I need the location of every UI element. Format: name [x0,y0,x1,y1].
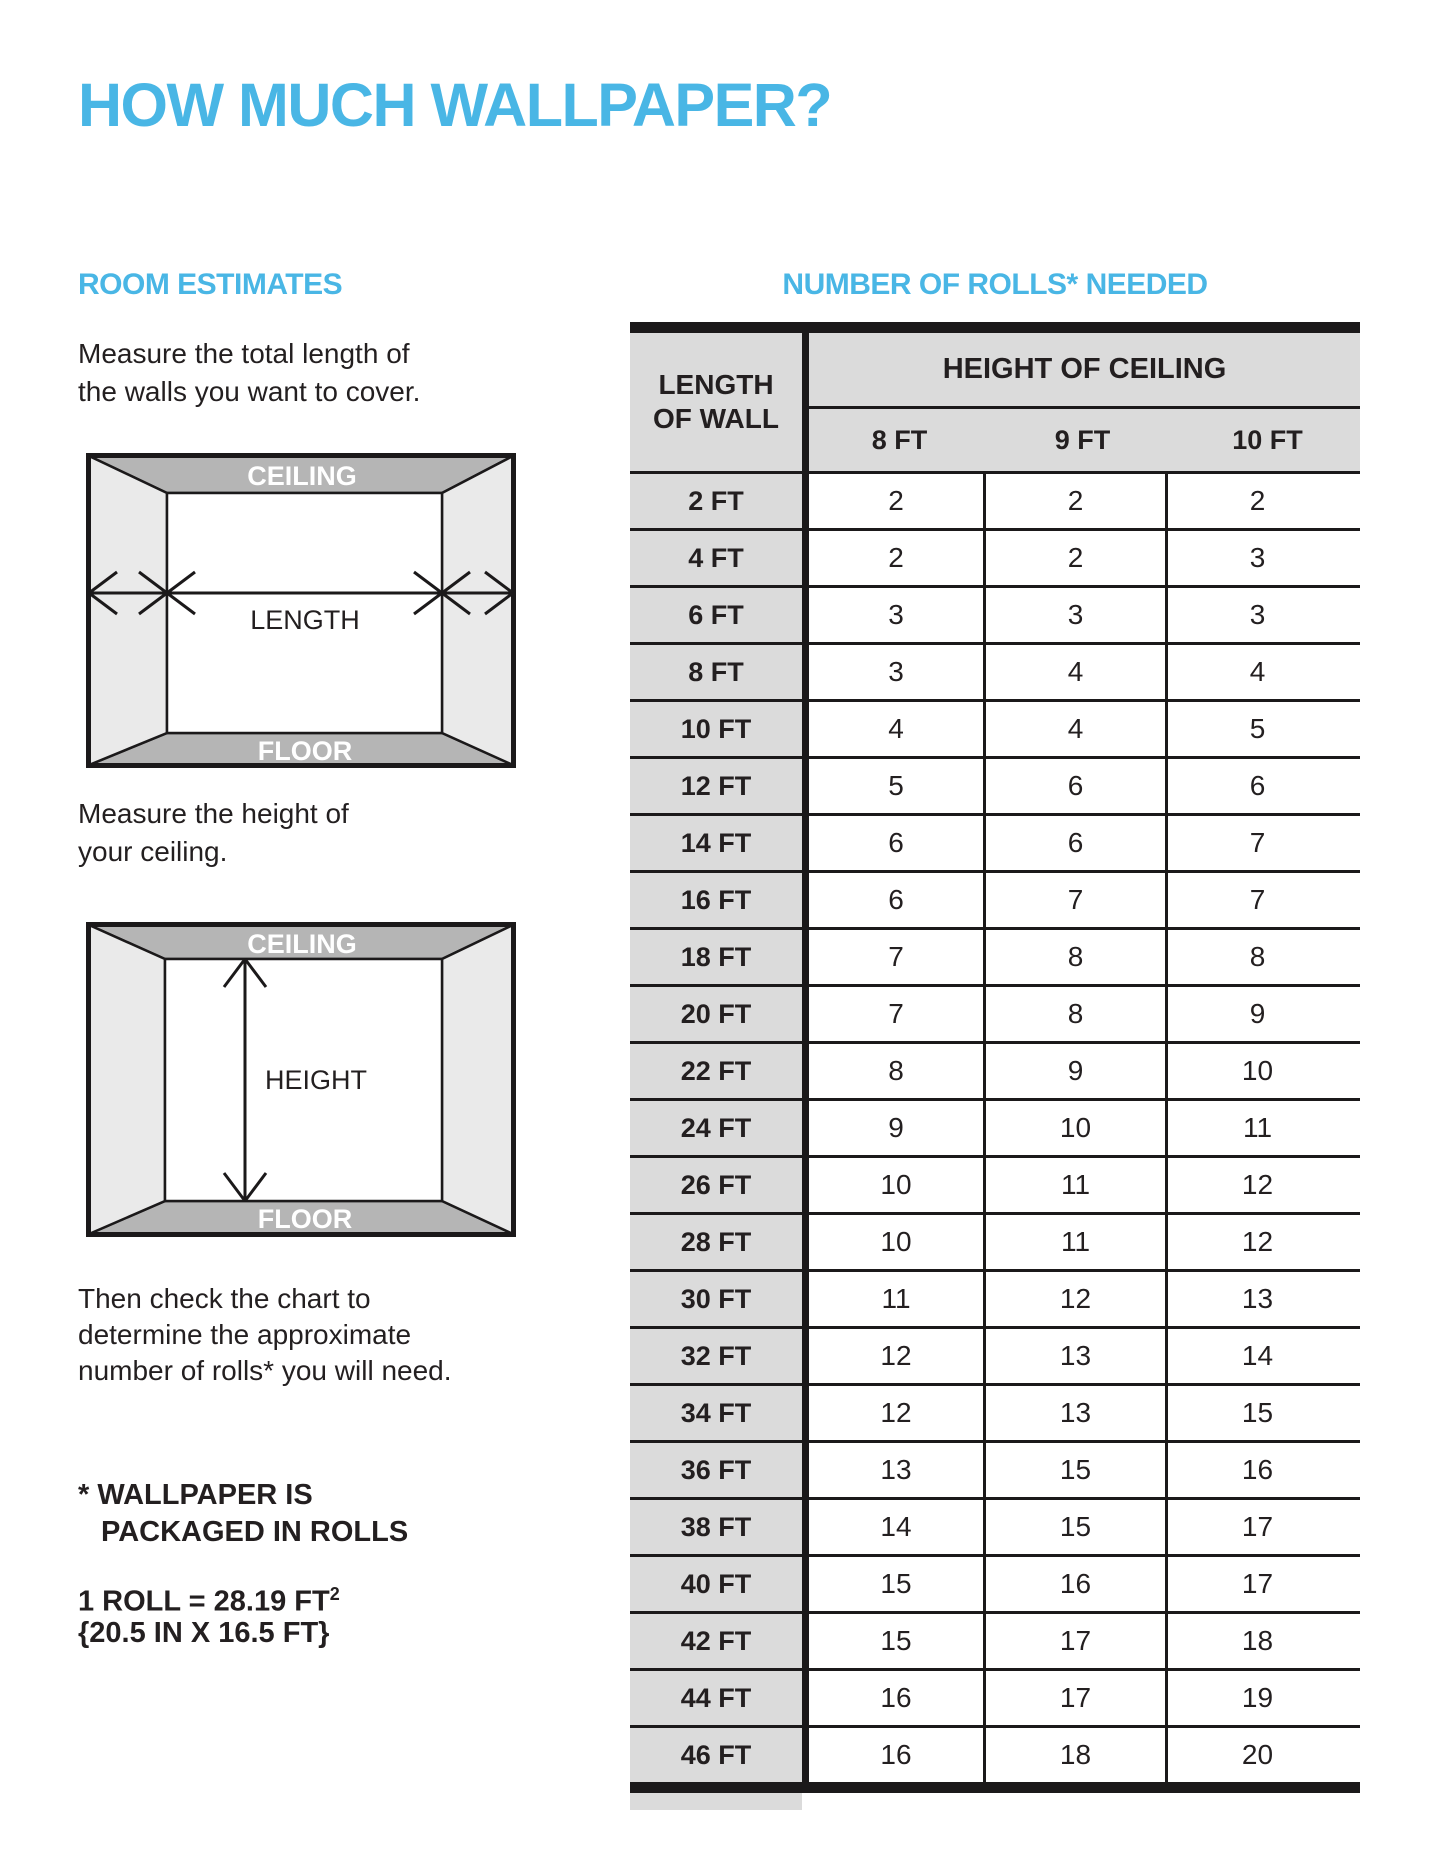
length-of-wall-header [630,333,802,471]
rolls-cell-9ft: 2 [983,474,1165,528]
wall-length-label: 36 FT [630,1443,802,1497]
column-header-8ft: 8 FT [871,424,928,455]
table-row [630,1725,1360,1782]
rolls-cell-9ft: 3 [983,588,1165,642]
room-length-diagram [86,453,516,768]
rolls-cell-8ft: 10 [802,1158,983,1212]
left-wall [89,456,167,765]
rolls-cell-9ft: 4 [983,645,1165,699]
rolls-cell-10ft: 12 [1165,1158,1347,1212]
table-row [630,927,1360,984]
ceiling-height-diagram [86,922,516,1237]
rolls-cell-8ft: 15 [802,1557,983,1611]
right-wall [442,456,513,765]
rolls-needed-table [630,322,1360,1810]
rolls-cell-9ft: 13 [983,1329,1165,1383]
wall-length-label: 38 FT [630,1500,802,1554]
rolls-cell-10ft: 17 [1165,1557,1347,1611]
table-row [630,870,1360,927]
rolls-cell-10ft: 3 [1165,531,1347,585]
ceiling-height-header-group [802,333,1360,471]
text-line: determine the approximate [78,1319,412,1350]
room-length-illustration [86,453,516,768]
table-row [630,756,1360,813]
text-line: Measure the height of [78,798,349,829]
rolls-cell-8ft: 9 [802,1101,983,1155]
rolls-cell-9ft: 10 [983,1101,1165,1155]
floor-label: FLOOR [257,736,353,766]
wall-length-label: 34 FT [630,1386,802,1440]
ceiling-label: CEILING [247,461,357,491]
rolls-cell-9ft: 7 [983,873,1165,927]
text-line: the walls you want to cover. [78,376,421,407]
table-row [630,813,1360,870]
table-row [630,1212,1360,1269]
wall-length-label: 42 FT [630,1614,802,1668]
rolls-cell-9ft: 8 [983,987,1165,1041]
table-row [630,984,1360,1041]
table-row [630,1611,1360,1668]
wall-length-label: 2 FT [630,474,802,528]
wall-length-label: 22 FT [630,1044,802,1098]
wall-length-label: 24 FT [630,1101,802,1155]
rolls-cell-10ft: 15 [1165,1386,1347,1440]
wall-length-label: 26 FT [630,1158,802,1212]
table-row [630,471,1360,528]
left-wall [89,925,165,1234]
rolls-cell-8ft: 16 [802,1728,983,1782]
rolls-cell-8ft: 10 [802,1215,983,1269]
rolls-cell-10ft: 3 [1165,588,1347,642]
rolls-cell-10ft: 5 [1165,702,1347,756]
rolls-cell-9ft: 13 [983,1386,1165,1440]
roll-area-text: 1 ROLL = 28.19 FT [78,1585,330,1618]
rolls-cell-9ft: 18 [983,1728,1165,1782]
rolls-cell-10ft: 12 [1165,1215,1347,1269]
rolls-cell-8ft: 7 [802,987,983,1041]
ceiling-label: CEILING [247,929,357,959]
table-body [630,471,1360,1782]
rolls-cell-10ft: 7 [1165,816,1347,870]
rolls-cell-9ft: 17 [983,1671,1165,1725]
instruction-measure-height [78,795,349,871]
table-row [630,699,1360,756]
table-row [630,528,1360,585]
roll-dimensions-spec: {20.5 IN X 16.5 FT} [78,1617,330,1649]
text-line: Measure the total length of [78,338,410,369]
rolls-cell-8ft: 5 [802,759,983,813]
rolls-cell-8ft: 3 [802,588,983,642]
table-row [630,585,1360,642]
table-row [630,642,1360,699]
rolls-cell-9ft: 11 [983,1158,1165,1212]
wall-length-label: 18 FT [630,930,802,984]
table-row [630,1668,1360,1725]
header-line: OF WALL [653,403,779,434]
rolls-cell-8ft: 13 [802,1443,983,1497]
rolls-cell-10ft: 2 [1165,474,1347,528]
table-header [630,333,1360,471]
rolls-cell-10ft: 13 [1165,1272,1347,1326]
rolls-cell-8ft: 16 [802,1671,983,1725]
wall-length-label: 20 FT [630,987,802,1041]
wall-length-label: 12 FT [630,759,802,813]
rolls-cell-9ft: 12 [983,1272,1165,1326]
table-row [630,1383,1360,1440]
table-row [630,1041,1360,1098]
wall-length-label: 30 FT [630,1272,802,1326]
header-line: LENGTH [658,369,774,400]
rolls-needed-heading: NUMBER OF ROLLS* NEEDED [782,268,1208,301]
wall-length-label: 4 FT [630,531,802,585]
text-line: Then check the chart to [78,1283,371,1314]
rolls-cell-10ft: 8 [1165,930,1347,984]
wall-length-label: 16 FT [630,873,802,927]
squared-superscript: 2 [329,1584,340,1604]
page-title: HOW MUCH WALLPAPER? [78,71,832,139]
height-of-ceiling-header: HEIGHT OF CEILING [809,333,1360,409]
rolls-cell-10ft: 20 [1165,1728,1347,1782]
rolls-cell-9ft: 11 [983,1215,1165,1269]
floor-label: FLOOR [257,1204,353,1234]
table-row [630,1440,1360,1497]
wall-length-label: 14 FT [630,816,802,870]
rolls-cell-10ft: 16 [1165,1443,1347,1497]
table-top-border [630,322,1360,333]
ceiling-height-illustration [86,922,516,1237]
rolls-cell-8ft: 15 [802,1614,983,1668]
rolls-footnote-continued: PACKAGED IN ROLLS [101,1516,409,1548]
rolls-cell-8ft: 12 [802,1386,983,1440]
wall-length-label: 28 FT [630,1215,802,1269]
rolls-cell-8ft: 12 [802,1329,983,1383]
rolls-cell-8ft: 8 [802,1044,983,1098]
rolls-cell-9ft: 2 [983,531,1165,585]
column-header-10ft: 10 FT [1232,424,1303,455]
wall-length-label: 10 FT [630,702,802,756]
table-row [630,1326,1360,1383]
wall-length-label: 6 FT [630,588,802,642]
rolls-cell-10ft: 4 [1165,645,1347,699]
rolls-cell-8ft: 4 [802,702,983,756]
rolls-cell-9ft: 16 [983,1557,1165,1611]
rolls-cell-8ft: 11 [802,1272,983,1326]
rolls-cell-10ft: 18 [1165,1614,1347,1668]
rolls-cell-9ft: 15 [983,1443,1165,1497]
rolls-cell-9ft: 9 [983,1044,1165,1098]
rolls-cell-8ft: 2 [802,531,983,585]
rolls-cell-10ft: 7 [1165,873,1347,927]
wall-length-label: 46 FT [630,1728,802,1782]
height-label: HEIGHT [265,1065,368,1095]
text-line: your ceiling. [78,836,228,867]
rolls-cell-10ft: 17 [1165,1500,1347,1554]
table-row [630,1098,1360,1155]
rolls-cell-9ft: 6 [983,759,1165,813]
rolls-cell-8ft: 3 [802,645,983,699]
column-header-9ft: 9 FT [1054,424,1111,455]
wall-length-label: 32 FT [630,1329,802,1383]
text-line: number of rolls* you will need. [78,1355,452,1386]
wall-length-label: 8 FT [630,645,802,699]
table-bottom-border [630,1782,1360,1793]
room-estimates-heading: ROOM ESTIMATES [78,268,343,301]
rolls-footnote: * WALLPAPER IS [78,1479,313,1511]
rolls-cell-9ft: 15 [983,1500,1165,1554]
table-row [630,1269,1360,1326]
rolls-cell-9ft: 17 [983,1614,1165,1668]
instruction-check-chart [78,1281,452,1389]
rolls-cell-10ft: 10 [1165,1044,1347,1098]
length-label: LENGTH [250,605,360,635]
rolls-cell-10ft: 19 [1165,1671,1347,1725]
table-left-column-stub [630,1793,802,1810]
rolls-cell-10ft: 6 [1165,759,1347,813]
rolls-cell-10ft: 9 [1165,987,1347,1041]
table-row [630,1554,1360,1611]
instruction-measure-length [78,335,420,411]
rolls-cell-9ft: 6 [983,816,1165,870]
rolls-cell-8ft: 2 [802,474,983,528]
rolls-cell-8ft: 6 [802,873,983,927]
right-wall [442,925,513,1234]
rolls-cell-10ft: 11 [1165,1101,1347,1155]
table-row [630,1155,1360,1212]
rolls-cell-8ft: 6 [802,816,983,870]
roll-area-spec [78,1584,340,1619]
rolls-cell-8ft: 14 [802,1500,983,1554]
rolls-cell-9ft: 8 [983,930,1165,984]
ceiling-height-subheaders [809,409,1360,471]
table-row [630,1497,1360,1554]
rolls-cell-8ft: 7 [802,930,983,984]
rolls-cell-9ft: 4 [983,702,1165,756]
wall-length-label: 40 FT [630,1557,802,1611]
wall-length-label: 44 FT [630,1671,802,1725]
rolls-cell-10ft: 14 [1165,1329,1347,1383]
